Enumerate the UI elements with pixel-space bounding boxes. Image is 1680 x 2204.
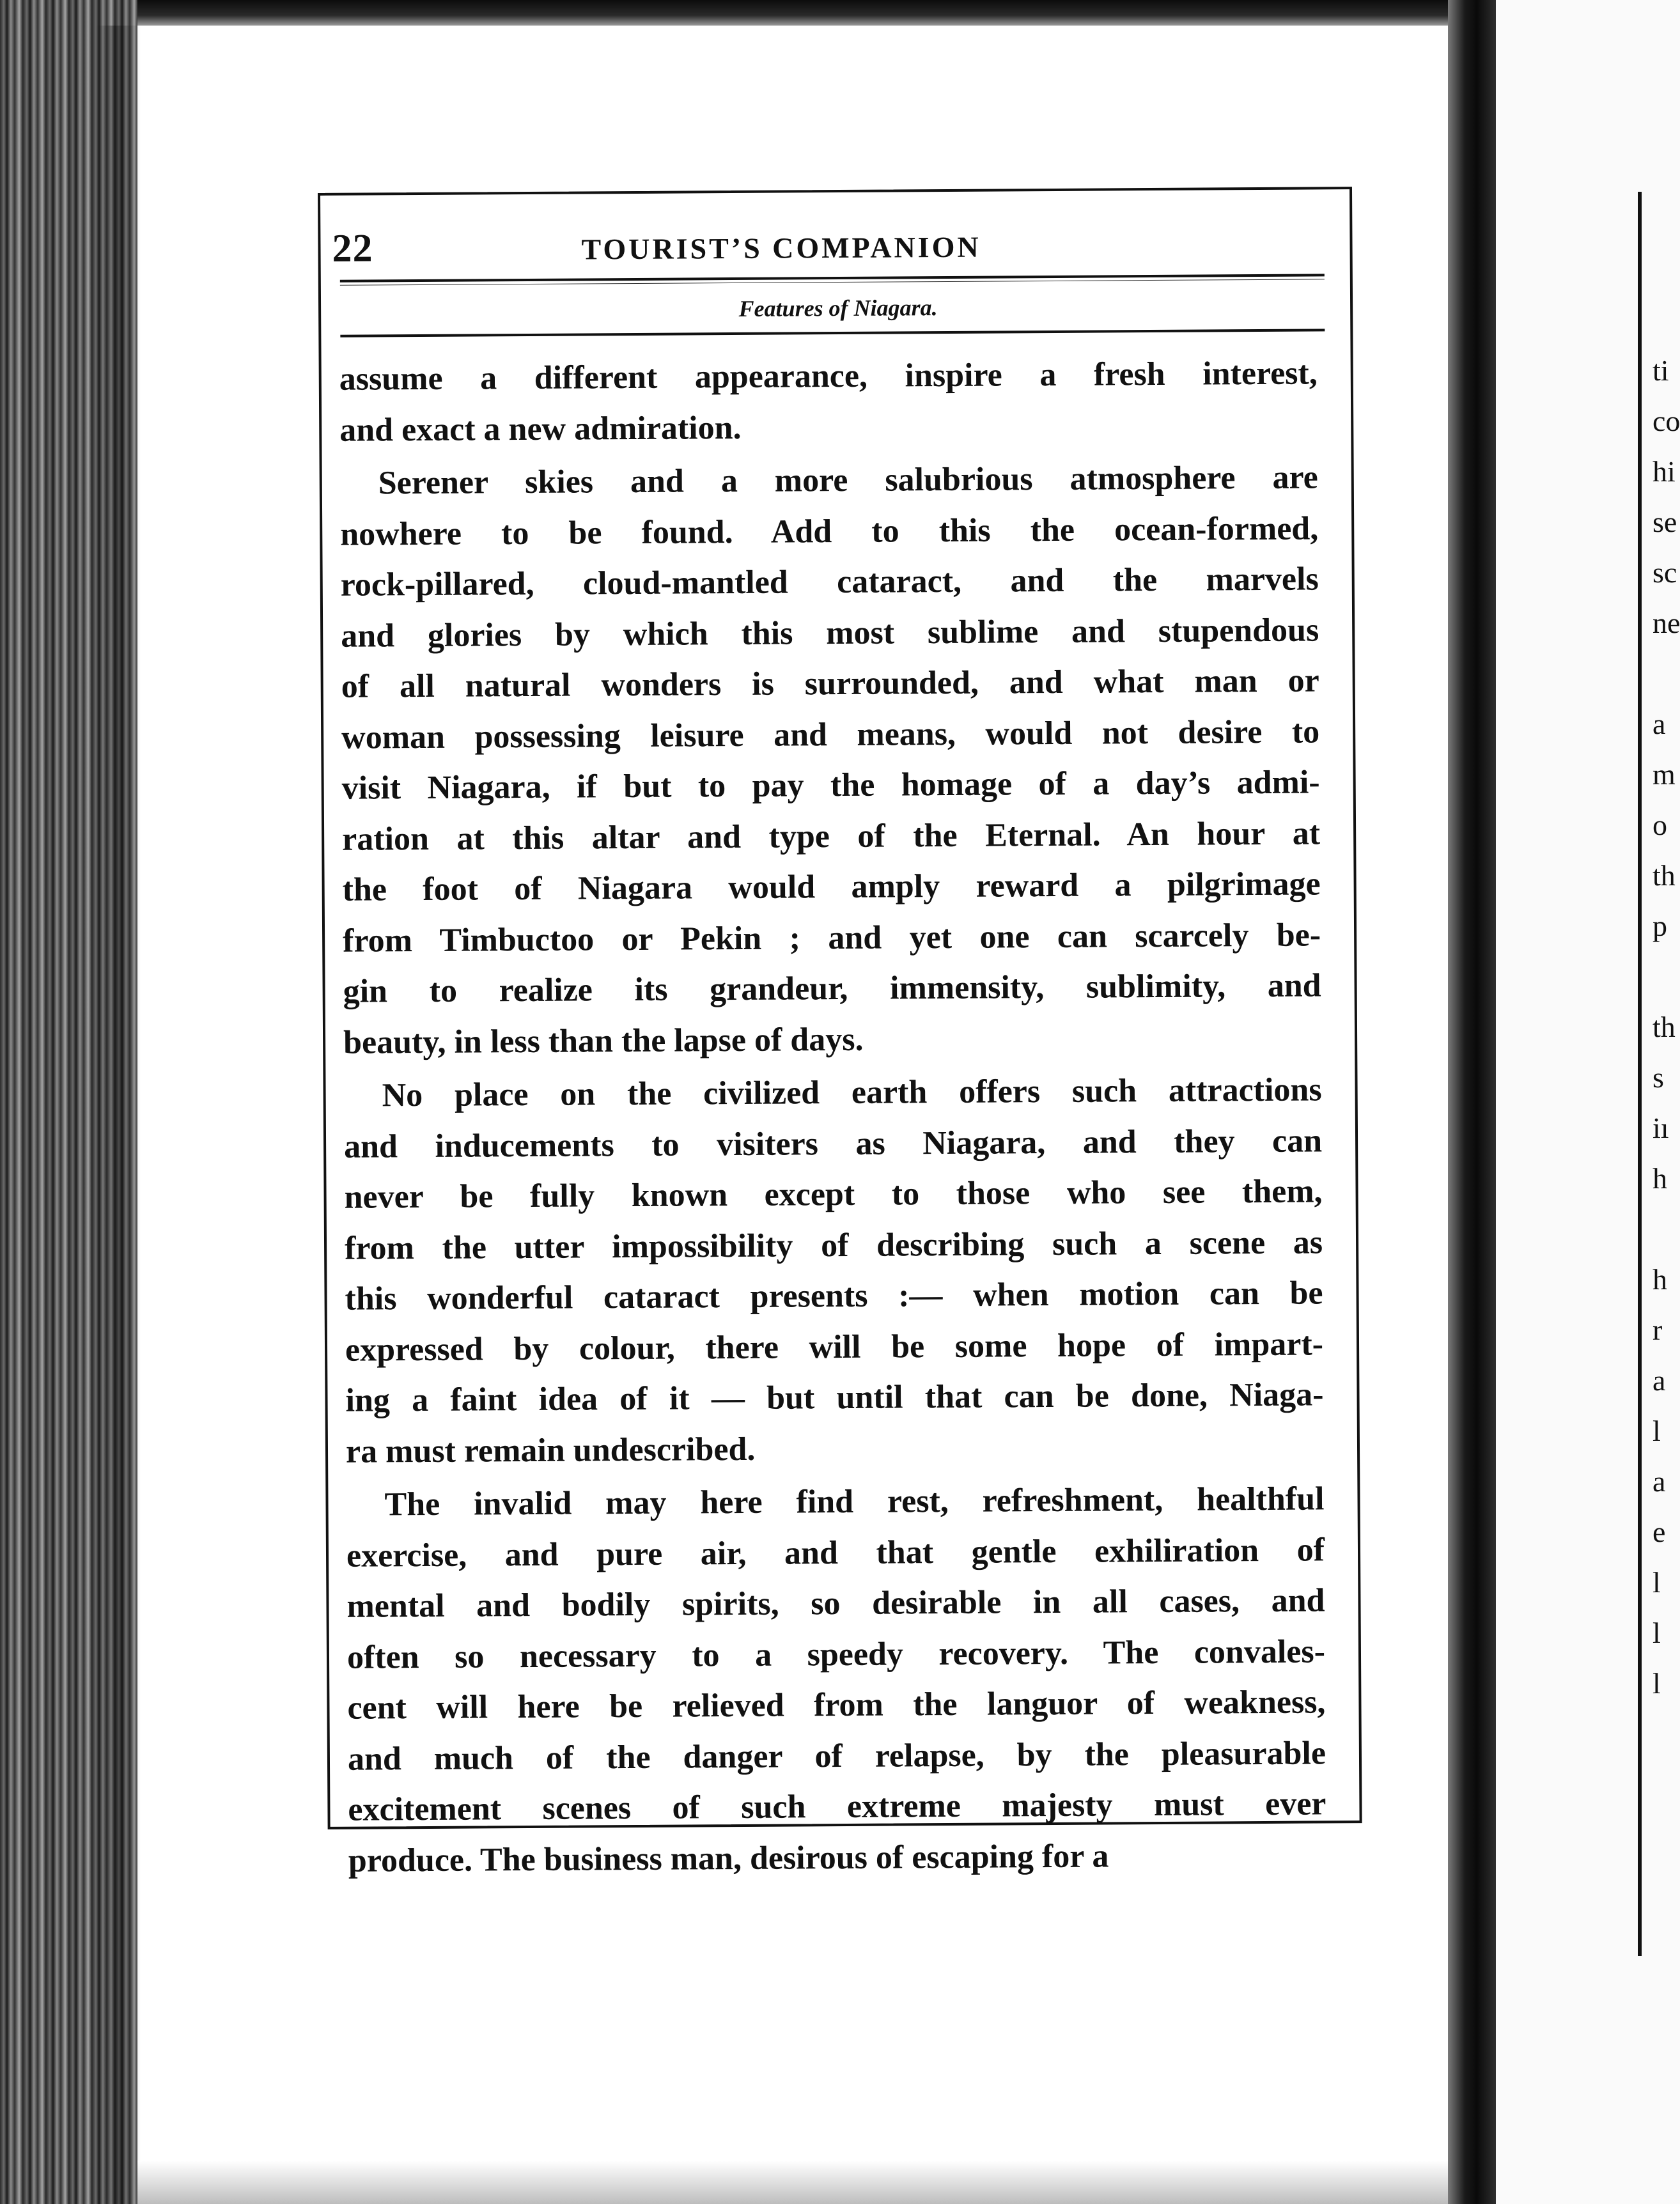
section-title: Features of Niagara.: [738, 295, 938, 322]
text-line: rock-pillared, cloud-mantled cataract, and the marvels: [340, 561, 1319, 603]
text-line: Serener skies and a more salubrious atmosphere are: [378, 459, 1318, 502]
text-line: never be fully known except to those who see them,: [344, 1173, 1323, 1216]
page-bottom-shadow: [137, 2161, 1448, 2204]
facing-page-fragment: ti: [1653, 354, 1669, 387]
facing-page-fragment: [1653, 648, 1680, 699]
facing-page-fragment: ne: [1653, 607, 1680, 639]
text-line: of all natural wonders is surrounded, and what man or: [341, 662, 1319, 705]
text-line: and exact a new admiration.: [339, 409, 742, 449]
text-line: from Timbuctoo or Pekin ; and yet one can scarcely be-: [342, 916, 1321, 959]
facing-page-fragment: co: [1653, 405, 1680, 437]
facing-page-fragment: th: [1653, 859, 1676, 892]
facing-page-fragment: iı: [1653, 1112, 1669, 1144]
facing-page-fragment: [1653, 1204, 1680, 1254]
text-line: and much of the danger of relapse, by the pleasurable: [347, 1734, 1326, 1778]
spine-shadow: [96, 26, 141, 2204]
text-line: ing a faint idea of it — but until that can be done, Niaga-: [345, 1376, 1324, 1419]
facing-page-fragment: a: [1653, 1465, 1666, 1498]
text-line: ration at this altar and type of the Eternal. An hour at: [342, 814, 1321, 858]
text-line: visit Niagara, if but to pay the homage of a day’s admi-: [341, 764, 1320, 807]
facing-page-fragment: [1653, 951, 1680, 1002]
text-line: mental and bodily spirits, so desirable in all cases, and: [346, 1582, 1325, 1625]
text-line: often so necessary to a speedy recovery. The convales-: [346, 1633, 1326, 1676]
facing-page-fragment: a: [1653, 708, 1666, 740]
text-line: No place on the civilized earth offers such attractions: [382, 1071, 1322, 1114]
facing-page-fragment: l: [1653, 1667, 1661, 1700]
text-line: expressed by colour, there will be some hope of impart-: [345, 1325, 1324, 1369]
facing-page-fragment: h: [1653, 1162, 1667, 1195]
facing-page-fragment: l: [1653, 1617, 1661, 1649]
body-text: [339, 348, 1327, 1886]
facing-page-fragment: e: [1653, 1516, 1666, 1548]
text-line: ra must remain undescribed.: [345, 1431, 756, 1470]
text-line: produce. The business man, desirous of escaping for a: [348, 1837, 1109, 1879]
text-line: nowhere to be found. Add to this the ocean-formed,: [340, 509, 1319, 553]
facing-page-fragment: a: [1653, 1364, 1666, 1397]
text-line: gin to realize its grandeur, immensity, sublimity, and: [343, 967, 1321, 1010]
text-line: assume a different appearance, inspire a fresh interest,: [339, 355, 1318, 398]
paragraph: [343, 1064, 1324, 1477]
text-line: woman possessing leisure and means, would not desire to: [341, 713, 1320, 756]
text-line: beauty, in less than the lapse of days.: [343, 1021, 864, 1061]
header-rule-bottom: [340, 329, 1325, 337]
paragraph: [346, 1473, 1326, 1886]
running-title: TOURIST’S COMPANION: [581, 230, 981, 266]
text-line: The invalid may here find rest, refreshment, healthful: [384, 1480, 1325, 1523]
text-line: the foot of Niagara would amply reward a pilgrimage: [342, 865, 1321, 908]
facing-page-fragment: th: [1653, 1011, 1676, 1043]
page-number: 22: [332, 226, 373, 270]
facing-page-fragment: l: [1653, 1566, 1661, 1599]
facing-page-fragment: sc: [1653, 556, 1677, 589]
facing-page-frame-border: [1638, 192, 1642, 1956]
page-text-frame: [318, 187, 1362, 1879]
scan-top-edge: [0, 0, 1680, 26]
text-line: this wonderful cataract presents :— when motion can be: [345, 1275, 1323, 1317]
text-line: cent will here be relieved from the languor of weakness,: [347, 1684, 1326, 1727]
facing-page-fragment: h: [1653, 1263, 1667, 1296]
facing-page-fragment: o: [1653, 809, 1667, 841]
facing-page-fragment: l: [1653, 1415, 1661, 1447]
text-line: exercise, and pure air, and that gentle exhiliration of: [346, 1531, 1325, 1574]
facing-page-fragment: s: [1653, 1061, 1664, 1094]
text-line: from the utter impossibility of describing such a scene as: [344, 1223, 1323, 1267]
facing-page-fragment: p: [1653, 910, 1667, 942]
text-line: excitement scenes of such extreme majesty must ever: [348, 1785, 1326, 1828]
book-gutter: [1448, 0, 1496, 2204]
paragraph: [339, 348, 1318, 455]
facing-page-fragment: se: [1653, 506, 1677, 538]
facing-page-fragment: r: [1653, 1314, 1663, 1346]
paragraph: [340, 452, 1322, 1067]
text-line: and glories by which this most sublime and stupendous: [341, 611, 1319, 655]
page-header: [325, 220, 1323, 277]
text-line: and inducements to visiters as Niagara, and they can: [343, 1122, 1323, 1165]
facing-page-text-fragments: [1653, 345, 1680, 1709]
facing-page-fragment: m: [1653, 758, 1676, 791]
facing-page-fragment: hi: [1653, 455, 1676, 488]
